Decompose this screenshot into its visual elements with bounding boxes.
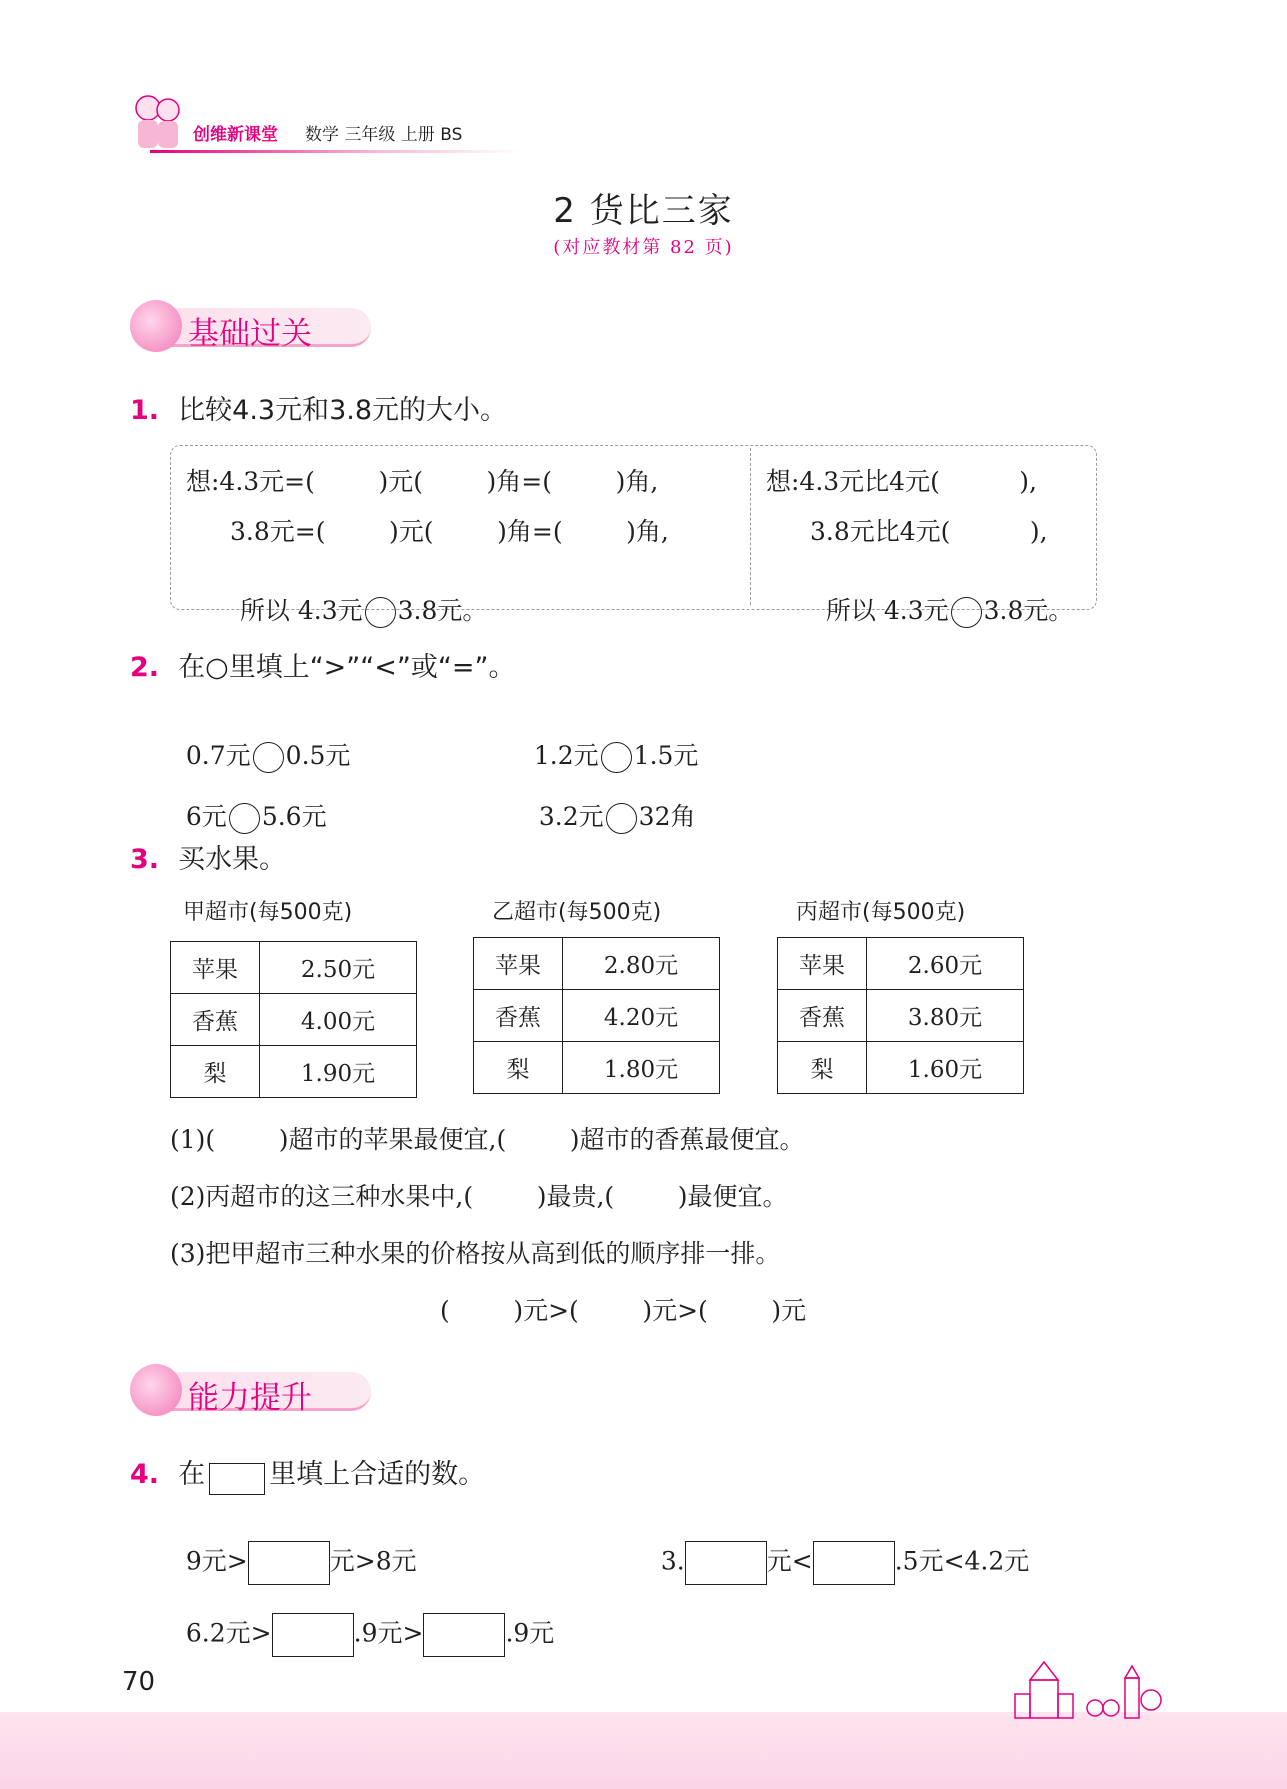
q1-divider xyxy=(750,448,751,605)
question-1-heading xyxy=(130,388,507,427)
table-caption: 乙超市(每500克) xyxy=(492,900,662,925)
q1-right-line-3 xyxy=(810,562,1073,628)
table-row xyxy=(171,942,417,994)
header-underline xyxy=(150,150,520,153)
table-row xyxy=(171,994,417,1046)
q4-text: .9元 xyxy=(505,1618,555,1648)
price-cell: 1.90元 xyxy=(260,1046,417,1098)
table-row xyxy=(171,1046,417,1098)
q4-row1-left xyxy=(170,1512,417,1585)
section-title-advanced: 能力提升 xyxy=(188,1380,312,1416)
q2-item-3 xyxy=(170,768,327,834)
table-row xyxy=(778,990,1024,1042)
section-title-basic: 基础过关 xyxy=(188,316,312,352)
q3-sub-3-answer[interactable]: ( )元>( )元>( )元 xyxy=(440,1296,807,1325)
price-table-jia xyxy=(170,941,417,1098)
mascot-icon xyxy=(130,1364,182,1416)
question-text-after: 里填上合适的数。 xyxy=(269,1459,486,1490)
q1-right-conclusion-b: 3.8元。 xyxy=(983,596,1074,625)
header-brand: 创维新课堂 xyxy=(193,125,278,145)
q2-item-4-left: 3.2元 xyxy=(538,802,604,831)
header-mascot xyxy=(128,90,186,154)
header-subject: 数学 三年级 上册 BS xyxy=(305,125,463,145)
q4-text: 元< xyxy=(766,1546,813,1576)
table-caption: 丙超市(每500克) xyxy=(796,900,966,925)
q2-item-3-right: 5.6元 xyxy=(261,802,327,831)
table-caption: 甲超市(每500克) xyxy=(183,900,353,925)
example-box xyxy=(209,1463,265,1495)
table-row xyxy=(474,938,720,990)
question-text-before: 在 xyxy=(178,1459,206,1490)
question-number: 2. xyxy=(130,652,160,683)
compare-circle[interactable] xyxy=(229,803,260,834)
q3-sub-2[interactable]: (2)丙超市的这三种水果中,( )最贵,( )最便宜。 xyxy=(170,1182,788,1211)
q4-text: 元>8元 xyxy=(329,1546,417,1576)
q1-left-line-2[interactable]: 3.8元=( )元( )角=( )角, xyxy=(230,517,669,546)
price-table-bing xyxy=(777,937,1024,1094)
q2-item-1-left: 0.7元 xyxy=(185,741,251,770)
mascot-icon xyxy=(130,300,182,352)
question-text: 在○里填上“>”“<”或“=”。 xyxy=(178,652,516,683)
lesson-reference: (对应教材第 82 页) xyxy=(553,237,734,258)
lesson-title: 2 货比三家 xyxy=(553,191,734,231)
answer-box[interactable] xyxy=(272,1613,354,1657)
castle-icon xyxy=(985,1650,1165,1720)
question-text: 比较4.3元和3.8元的大小。 xyxy=(178,395,508,426)
price-cell: 2.60元 xyxy=(867,938,1024,990)
answer-box[interactable] xyxy=(685,1541,767,1585)
q4-row1-right xyxy=(645,1512,1029,1585)
compare-circle[interactable] xyxy=(365,597,396,628)
q1-left-line-3 xyxy=(224,562,487,628)
fruit-cell: 苹果 xyxy=(474,938,563,990)
q4-text: 9元> xyxy=(185,1546,248,1576)
table-row xyxy=(474,990,720,1042)
table-row xyxy=(474,1042,720,1094)
fruit-cell: 苹果 xyxy=(778,938,867,990)
fruit-cell: 香蕉 xyxy=(171,994,260,1046)
price-cell: 1.80元 xyxy=(563,1042,720,1094)
q4-text: .5元<4.2元 xyxy=(894,1546,1030,1576)
q3-sub-3: (3)把甲超市三种水果的价格按从高到低的顺序排一排。 xyxy=(170,1239,781,1268)
q2-item-2-left: 1.2元 xyxy=(533,741,599,770)
price-cell: 1.60元 xyxy=(867,1042,1024,1094)
page-number: 70 xyxy=(122,1667,156,1697)
q2-item-1-right: 0.5元 xyxy=(285,741,351,770)
q1-right-line-1[interactable]: 想:4.3元比4元( ), xyxy=(766,467,1038,496)
fruit-cell: 梨 xyxy=(474,1042,563,1094)
q4-text: 3. xyxy=(660,1546,685,1576)
q4-text: 6.2元> xyxy=(185,1618,272,1648)
q1-left-conclusion-a: 所以 4.3元 xyxy=(239,596,363,625)
fruit-cell: 梨 xyxy=(171,1046,260,1098)
q2-item-2 xyxy=(518,707,698,773)
q4-text: .9元> xyxy=(353,1618,424,1648)
q1-right-line-2[interactable]: 3.8元比4元( ), xyxy=(810,517,1048,546)
question-number: 1. xyxy=(130,395,160,426)
question-number: 3. xyxy=(130,844,160,875)
question-number: 4. xyxy=(130,1459,160,1490)
question-4-heading xyxy=(130,1452,485,1495)
table-row xyxy=(778,938,1024,990)
q1-left-conclusion-b: 3.8元。 xyxy=(397,596,488,625)
fruit-cell: 香蕉 xyxy=(474,990,563,1042)
price-table-yi xyxy=(473,937,720,1094)
footer-band xyxy=(0,1712,1287,1789)
q2-item-2-right: 1.5元 xyxy=(633,741,699,770)
q4-row2-left xyxy=(170,1584,554,1657)
section-banner-advanced xyxy=(130,1364,375,1416)
price-cell: 4.20元 xyxy=(563,990,720,1042)
question-2-heading xyxy=(130,645,516,684)
q1-right-conclusion-a: 所以 4.3元 xyxy=(825,596,949,625)
q2-item-3-left: 6元 xyxy=(185,802,227,831)
fruit-cell: 香蕉 xyxy=(778,990,867,1042)
q2-item-4-right: 32角 xyxy=(638,802,696,831)
price-cell: 2.50元 xyxy=(260,942,417,994)
answer-box[interactable] xyxy=(813,1541,895,1585)
price-cell: 4.00元 xyxy=(260,994,417,1046)
section-banner-basic xyxy=(130,300,375,352)
compare-circle[interactable] xyxy=(951,597,982,628)
price-cell: 2.80元 xyxy=(563,938,720,990)
fruit-cell: 苹果 xyxy=(171,942,260,994)
question-3-heading xyxy=(130,837,286,876)
q2-item-4 xyxy=(523,768,695,834)
compare-circle[interactable] xyxy=(606,803,637,834)
q1-left-line-1[interactable]: 想:4.3元=( )元( )角=( )角, xyxy=(186,467,659,496)
answer-box[interactable] xyxy=(248,1541,330,1585)
price-cell: 3.80元 xyxy=(867,990,1024,1042)
question-text: 买水果。 xyxy=(178,844,287,875)
q3-sub-1[interactable]: (1)( )超市的苹果最便宜,( )超市的香蕉最便宜。 xyxy=(170,1125,805,1154)
answer-box[interactable] xyxy=(423,1613,505,1657)
fruit-cell: 梨 xyxy=(778,1042,867,1094)
q2-item-1 xyxy=(170,707,350,773)
table-row xyxy=(778,1042,1024,1094)
